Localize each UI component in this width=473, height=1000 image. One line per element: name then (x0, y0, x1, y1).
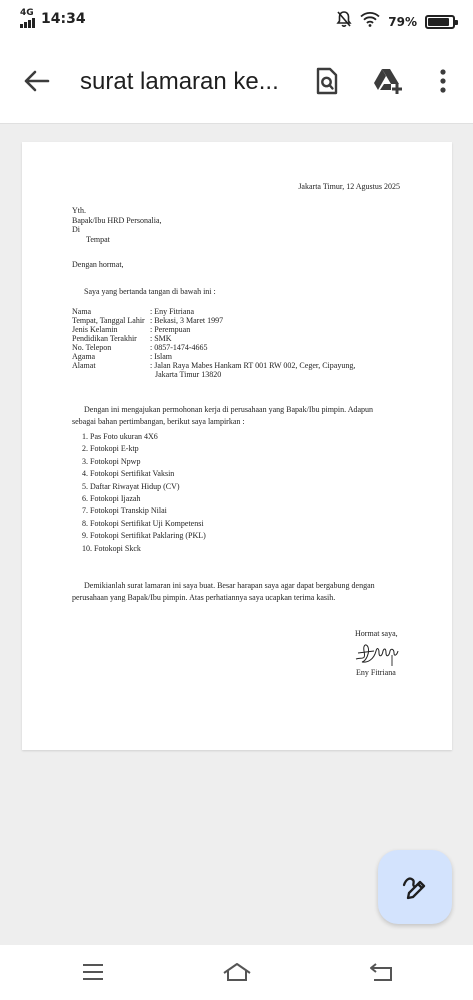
list-item: 9. Fotokopi Sertifikat Paklaring (PKL) (82, 531, 206, 541)
detail-value: : Eny Fitriana (150, 307, 194, 316)
detail-row (72, 370, 355, 379)
detail-label: Jenis Kelamin (72, 325, 118, 334)
detail-row (72, 361, 355, 370)
back-button[interactable] (20, 64, 54, 98)
mute-icon (336, 10, 352, 33)
intro-text: Saya yang bertanda tangan di bawah ini : (84, 287, 216, 296)
closing-salutation: Hormat saya, (355, 629, 398, 638)
recipient-block (72, 206, 162, 244)
paragraph-line: perusahaan yang Bapak/Ibu pimpin. Atas perhatiannya saya ucapkan terima kasih. (72, 593, 336, 602)
detail-value: : 0857-1474-4665 (150, 343, 208, 352)
paragraph-line: Dengan ini mengajukan permohonan kerja di perusahaan yang Bapak/Ibu pimpin. Adapun (84, 405, 374, 414)
status-right (336, 10, 455, 33)
back-arrow-icon (24, 70, 50, 92)
recipient-line: Tempat (86, 234, 110, 244)
status-left (20, 10, 86, 28)
recipient-line: Bapak/Ibu HRD Personalia, (72, 215, 162, 225)
detail-value: : SMK (150, 334, 172, 343)
signal-icon (20, 18, 35, 28)
list-item: 5. Daftar Riwayat Hidup (CV) (82, 481, 180, 491)
detail-value: : Perempuan (150, 325, 191, 334)
back-icon (368, 962, 394, 982)
list-item: 10. Fotokopi Skck (82, 543, 141, 553)
attachment-list (82, 431, 206, 555)
detail-row (72, 334, 355, 343)
clock: 14:34 (41, 11, 86, 27)
closing-paragraph (72, 580, 375, 604)
greeting: Dengan hormat, (72, 260, 124, 269)
nav-menu-button[interactable] (79, 961, 107, 983)
add-to-drive-button[interactable] (370, 64, 406, 98)
status-bar (0, 0, 473, 40)
find-in-page-icon (315, 67, 339, 95)
detail-row (72, 352, 355, 361)
paragraph-line: Demikianlah surat lamaran ini saya buat. Besar harapan saya agar dapat bergabung dengan (84, 581, 375, 590)
list-item: 7. Fotokopi Transkip Nilai (82, 506, 167, 516)
detail-value: : Islam (150, 352, 172, 361)
menu-icon (81, 963, 105, 981)
battery-level (428, 18, 449, 26)
nav-home-button[interactable] (220, 959, 254, 985)
document-title: surat lamaran ke... (80, 68, 279, 95)
nav-back-button[interactable] (366, 960, 396, 984)
detail-label: Pendidikan Terakhir (72, 334, 137, 343)
detail-label: Agama (72, 352, 96, 361)
recipient-line: Yth. (72, 206, 86, 215)
more-vert-icon (440, 69, 446, 93)
detail-label: Alamat (72, 361, 96, 370)
paragraph-line: sebagai bahan pertimbangan, berikut saya lampirkan : (72, 417, 245, 426)
navigation-bar (0, 945, 473, 1000)
signature-image (352, 639, 400, 670)
find-in-page-button[interactable] (310, 64, 344, 98)
application-paragraph (72, 404, 373, 428)
applicant-details (72, 307, 355, 379)
detail-value: : Bekasi, 3 Maret 1997 (150, 316, 224, 325)
network-type: 4G (20, 8, 34, 18)
wifi-icon (360, 11, 380, 32)
recipient-line: Di (72, 225, 80, 234)
battery-percent: 79% (388, 14, 417, 29)
list-item: 4. Fotokopi Sertifikat Vaksin (82, 469, 175, 479)
detail-label: No. Telepon (72, 343, 112, 352)
detail-value: : Jalan Raya Mabes Hankam RT 001 RW 002, Ceger, Cipayung, (150, 361, 356, 370)
detail-label: Nama (72, 307, 92, 316)
signer-name: Eny Fitriana (356, 668, 396, 677)
letter-date: Jakarta Timur, 12 Agustus 2025 (298, 182, 400, 191)
detail-row (72, 316, 355, 325)
list-item: 1. Pas Foto ukuran 4X6 (82, 432, 158, 441)
detail-row (72, 325, 355, 334)
detail-row (72, 307, 355, 316)
detail-label (72, 370, 150, 379)
list-item: 3. Fotokopi Npwp (82, 456, 141, 466)
edit-button[interactable] (378, 850, 452, 924)
detail-value: Jakarta Timur 13820 (155, 370, 222, 379)
detail-label: Tempat, Tanggal Lahir (72, 316, 145, 325)
more-options-button[interactable] (430, 64, 456, 98)
app-bar (0, 40, 473, 124)
edit-pen-icon (401, 873, 429, 901)
list-item: 8. Fotokopi Sertifikat Uji Kompetensi (82, 518, 204, 528)
document-page[interactable] (22, 142, 452, 750)
home-icon (221, 961, 253, 983)
drive-add-icon (372, 67, 404, 95)
network-indicator (20, 10, 36, 28)
battery-icon (425, 15, 455, 29)
list-item: 2. Fotokopi E-ktp (82, 444, 139, 454)
list-item: 6. Fotokopi Ijazah (82, 494, 141, 504)
detail-row (72, 343, 355, 352)
